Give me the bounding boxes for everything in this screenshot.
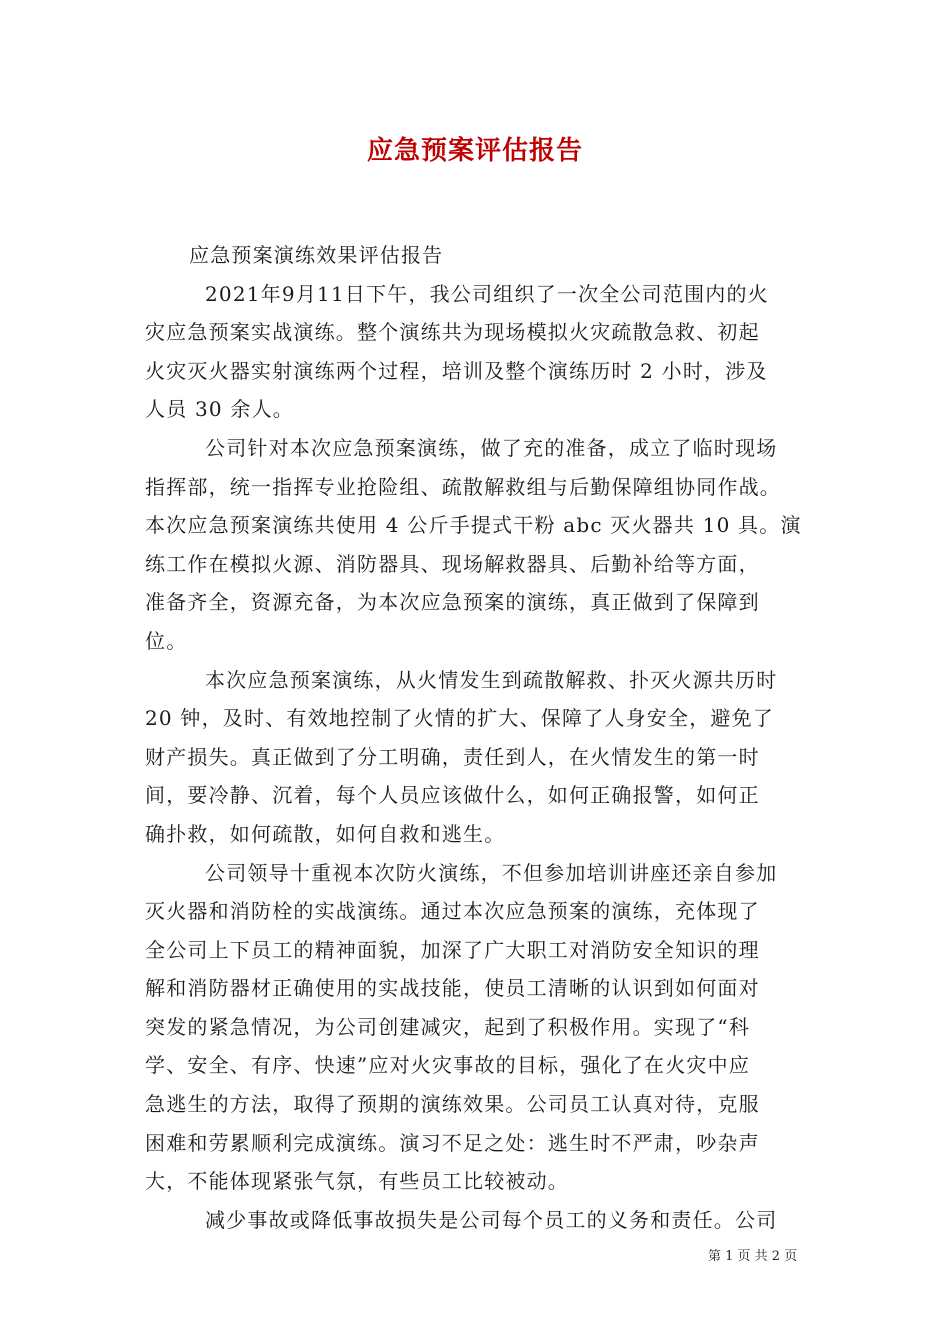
text-line: 间，要冷静、沉着，每个人员应该做什么，如何正确报警，如何正 xyxy=(145,783,760,808)
paragraph-lines xyxy=(145,275,825,1240)
text-line: 灭火器和消防栓的实战演练。通过本次应急预案的演练，充体现了 xyxy=(145,899,760,924)
text-line: 火灾灭火器实射演练两个过程，培训及整个演练历时 2 小时，涉及 xyxy=(145,358,768,383)
document-title: 应急预案评估报告 xyxy=(366,136,583,166)
text-line: 困难和劳累顺利完成演练。演习不足之处：逃生时不严肃，吵杂声 xyxy=(145,1130,760,1155)
text-line: 全公司上下员工的精神面貌，加深了广大职工对消防安全知识的理 xyxy=(145,937,760,962)
text-line: 本次应急预案演练，从火情发生到疏散解救、扑灭火源共历时 xyxy=(205,667,778,692)
text-line: 20 钟，及时、有效地控制了火情的扩大、保障了人身安全，避免了 xyxy=(145,706,775,731)
text-line: 减少事故或降低事故损失是公司每个员工的义务和责任。公司 xyxy=(205,1207,778,1232)
text-line: 财产损失。真正做到了分工明确，责任到人，在火情发生的第一时 xyxy=(145,744,760,769)
text-line: 练工作在模拟火源、消防器具、现场解救器具、后勤补给等方面， xyxy=(145,551,760,576)
text-line: 急逃生的方法，取得了预期的演练效果。公司员工认真对待，克服 xyxy=(145,1092,760,1117)
text-line: 确扑救，如何疏散，如何自救和逃生。 xyxy=(145,821,506,846)
text-line: 位。 xyxy=(145,628,188,653)
document-body xyxy=(145,236,825,1239)
text-line: 灾应急预案实战演练。整个演练共为现场模拟火灾疏散急救、初起 xyxy=(145,320,760,345)
text-line: 公司领导十重视本次防火演练，不但参加培训讲座还亲自参加 xyxy=(205,860,778,885)
text-line: 学、安全、有序、快速”应对火灾事故的目标，强化了在火灾中应 xyxy=(145,1053,751,1078)
text-line: 本次应急预案演练共使用 4 公斤手提式干粉 abc 灭火器共 10 具。演 xyxy=(145,513,802,538)
text-line: 突发的紧急情况，为公司创建减灾，起到了积极作用。实现了“科 xyxy=(145,1014,751,1039)
text-line: 2021年9月11日下午，我公司组织了一次全公司范围内的火 xyxy=(205,281,769,306)
document-subtitle: 应急预案演练效果评估报告 xyxy=(189,243,444,267)
text-line: 人员 30 余人。 xyxy=(145,397,294,422)
text-line: 公司针对本次应急预案演练，做了充的准备，成立了临时现场 xyxy=(205,435,778,460)
text-line: 大，不能体现紧张气氛，有些员工比较被动。 xyxy=(145,1169,569,1194)
text-line: 指挥部，统一指挥专业抢险组、疏散解救组与后勤保障组协同作战。 xyxy=(145,474,781,499)
text-line: 解和消防器材正确使用的实战技能，使员工清晰的认识到如何面对 xyxy=(145,976,760,1001)
page-number-footer: 第 1 页 共 2 页 xyxy=(708,1249,798,1264)
text-line: 准备齐全，资源充备，为本次应急预案的演练，真正做到了保障到 xyxy=(145,590,760,615)
